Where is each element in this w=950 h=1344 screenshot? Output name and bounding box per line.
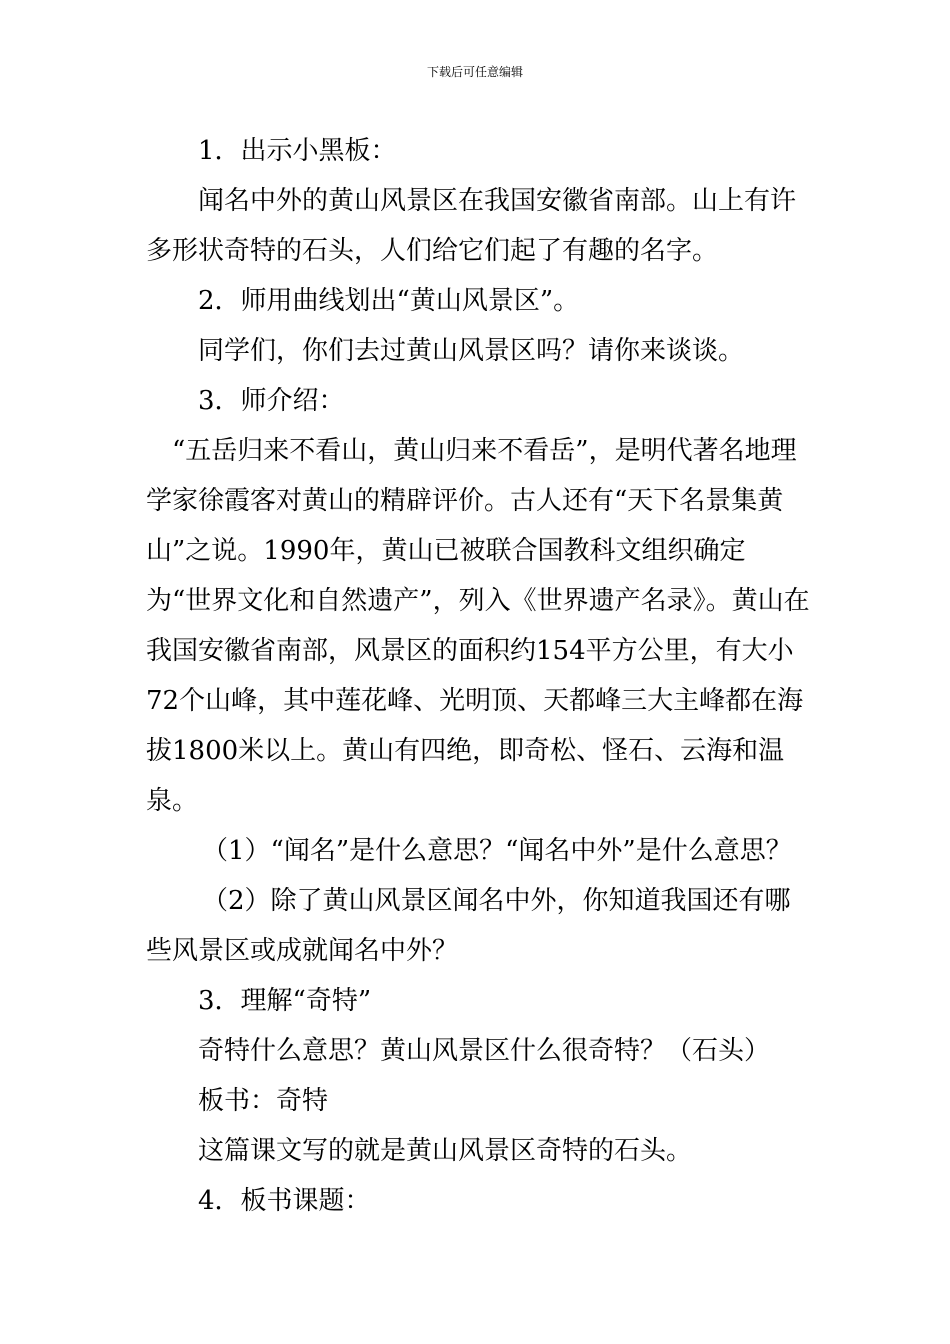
document-body bbox=[146, 126, 810, 1226]
paragraph-step-3-intro: 3．师介绍： bbox=[198, 386, 345, 416]
paragraph-board-writing: 板书：奇特 bbox=[198, 1086, 329, 1116]
paragraph-step-2: 2．师用曲线划出“黄山风景区”。 bbox=[198, 286, 580, 316]
paragraph-blackboard-text: 闻名中外的黄山风景区在我国安徽省南部。山上有许多形状奇特的石头，人们给它们起了有趣的名字。 bbox=[146, 186, 797, 266]
paragraph-question-2: （2）除了黄山风景区闻名中外，你知道我国还有哪些风景区或成就闻名中外？ bbox=[146, 886, 791, 966]
paragraph-step-1: 1．出示小黑板： bbox=[198, 136, 397, 166]
paragraph-huangshan-introduction: “五岳归来不看山，黄山归来不看岳”，是明代著名地理学家徐霞客对黄山的精辟评价。古人还有“天下名景集黄山”之说。1990年，黄山已被联合国教科文组织确定为“世界文化和自然遗产”，列入《世界遗产名录》。黄山在我国安徽省南部，风景区的面积约154平方公里，有大小72个山峰，其中莲花峰、光明顶、天都峰三大主峰都在海拔1800米以上。黄山有四绝，即奇松、怪石、云海和温泉。 bbox=[146, 436, 810, 816]
paragraph-step-3-understand: 3．理解“奇特” bbox=[198, 986, 372, 1016]
paragraph-question-qite: 奇特什么意思？黄山风景区什么很奇特？（石头） bbox=[198, 1036, 771, 1066]
paragraph-question-1: （1）“闻名”是什么意思？“闻名中外”是什么意思？ bbox=[202, 836, 792, 866]
paragraph-question-visit: 同学们，你们去过黄山风景区吗？请你来谈谈。 bbox=[198, 336, 745, 366]
paragraph-step-4: 4．板书课题： bbox=[198, 1186, 371, 1216]
page-header-note: 下载后可任意编辑 bbox=[426, 65, 523, 79]
paragraph-lesson-summary: 这篇课文写的就是黄山风景区奇特的石头。 bbox=[198, 1136, 693, 1166]
